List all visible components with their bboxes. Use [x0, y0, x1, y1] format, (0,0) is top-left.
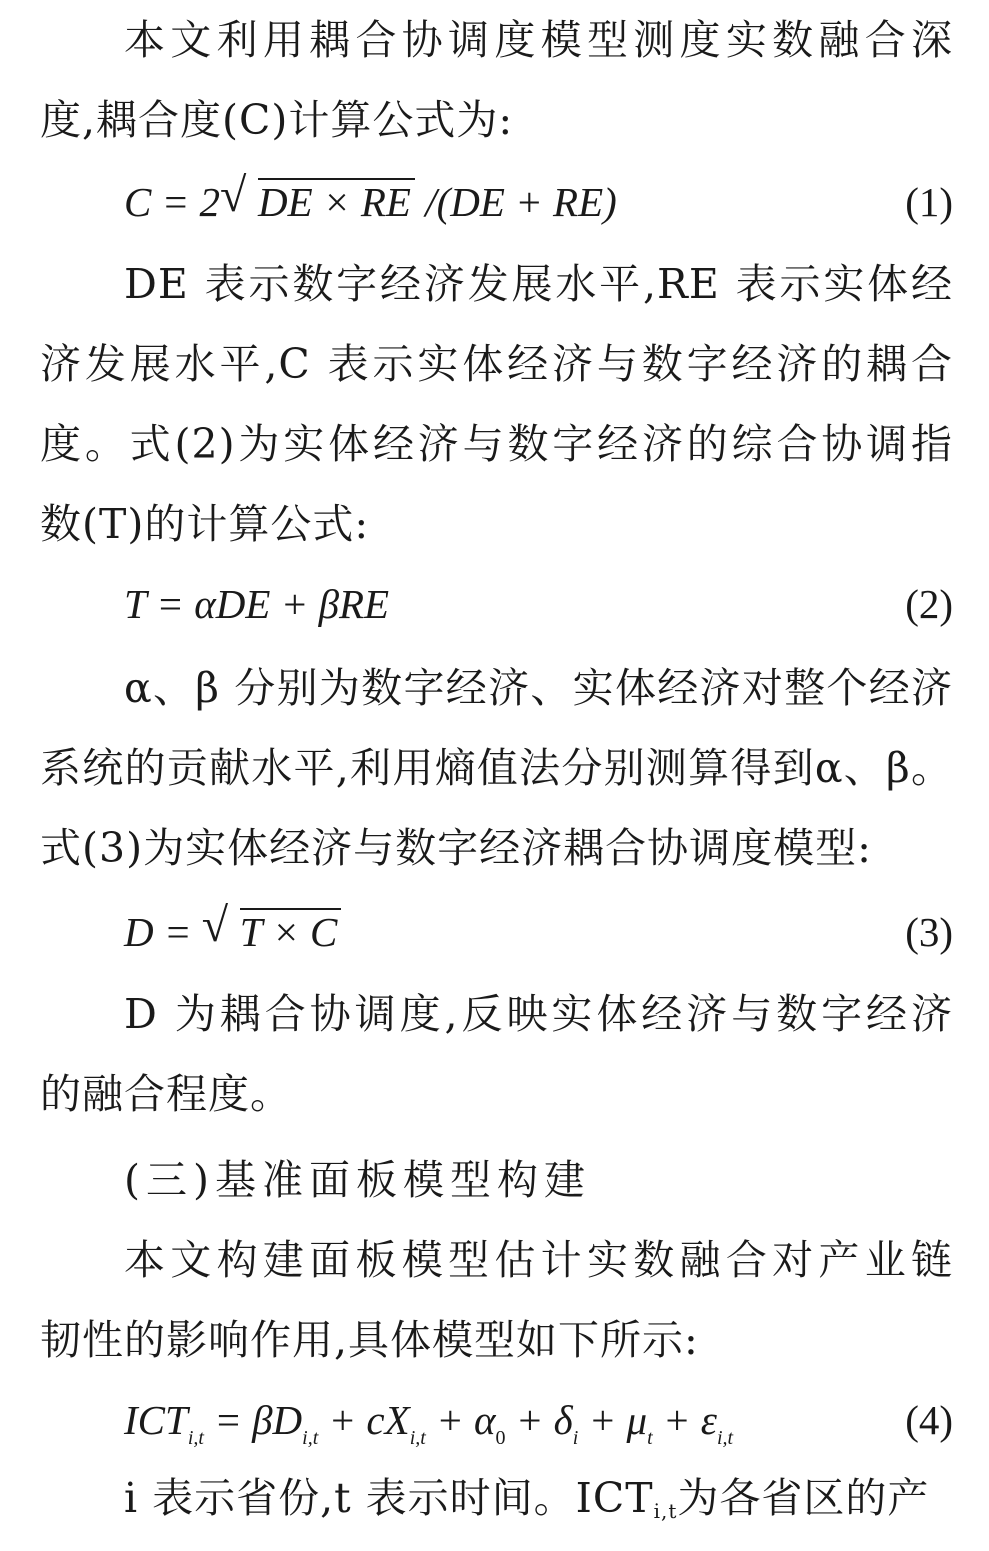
equation-number: (3) — [905, 909, 953, 955]
paragraph-line: 系统的贡献水平,利用熵值法分别测算得到α、β。 — [40, 744, 953, 792]
equation-4 — [124, 1380, 953, 1460]
equation-term: + cX — [318, 1397, 410, 1443]
paragraph-line: 度,耦合度(C)计算公式为: — [40, 96, 514, 144]
subscript: t — [647, 1427, 653, 1449]
paragraph-line: 本文构建面板模型估计实数融合对产业链 — [124, 1236, 953, 1284]
subscript: i,t — [302, 1427, 319, 1449]
equation-number: (1) — [905, 179, 953, 225]
square-root — [220, 162, 415, 242]
equation-term: + ε — [652, 1397, 717, 1443]
paragraph-line: 数(T)的计算公式: — [40, 500, 370, 548]
subscript: i,t — [716, 1427, 734, 1449]
equation-2 — [124, 564, 953, 644]
equation-rest: /(DE + RE) — [414, 179, 617, 225]
subscript: 0 — [495, 1427, 506, 1449]
subscript: i — [572, 1427, 579, 1449]
equation-1 — [124, 162, 953, 242]
paragraph-line: 式(3)为实体经济与数字经济耦合协调度模型: — [40, 824, 872, 872]
paragraph-line: 济发展水平,C 表示实体经济与数字经济的耦合 — [40, 340, 953, 388]
paragraph-line: DE 表示数字经济发展水平,RE 表示实体经 — [124, 260, 953, 308]
subscript: i,t — [653, 1499, 678, 1523]
section-heading: (三)基准面板模型构建 — [124, 1156, 591, 1204]
equation-term: + μ — [578, 1397, 648, 1443]
equation-term: + δ — [505, 1397, 573, 1443]
text-segment: 为各省区的产 — [677, 1474, 930, 1522]
equation-term: = βD — [203, 1397, 303, 1443]
text-segment: i 表示省份,t 表示时间。ICT — [124, 1474, 654, 1522]
equation-term: ICT — [124, 1397, 188, 1443]
paragraph-line: α、β 分别为数字经济、实体经济对整个经济 — [124, 664, 953, 712]
subscript: i,t — [187, 1427, 204, 1449]
equation-lhs: C = 2 — [124, 179, 221, 225]
equation-lhs: D = — [124, 909, 202, 955]
equation-number: (4) — [905, 1397, 953, 1443]
radicand: T × C — [240, 908, 342, 954]
paragraph-line: D 为耦合协调度,反映实体经济与数字经济 — [124, 990, 953, 1038]
radical-sign-icon: √ — [201, 899, 229, 952]
paragraph-line: 本文利用耦合协调度模型测度实数融合深 — [124, 16, 953, 64]
paragraph-line: 韧性的影响作用,具体模型如下所示: — [40, 1316, 699, 1364]
paragraph-line: 的融合程度。 — [40, 1070, 292, 1118]
equation-expression: T = αDE + βRE — [124, 581, 390, 627]
equation-3 — [124, 892, 953, 972]
radical-sign-icon: √ — [220, 169, 247, 222]
paragraph-line: 度。式(2)为实体经济与数字经济的综合协调指 — [40, 420, 953, 468]
equation-term: + α — [425, 1397, 496, 1443]
radicand: DE × RE — [258, 178, 415, 224]
paragraph-line — [124, 1458, 953, 1538]
subscript: i,t — [409, 1427, 426, 1449]
square-root — [202, 892, 342, 972]
equation-number: (2) — [905, 581, 953, 627]
